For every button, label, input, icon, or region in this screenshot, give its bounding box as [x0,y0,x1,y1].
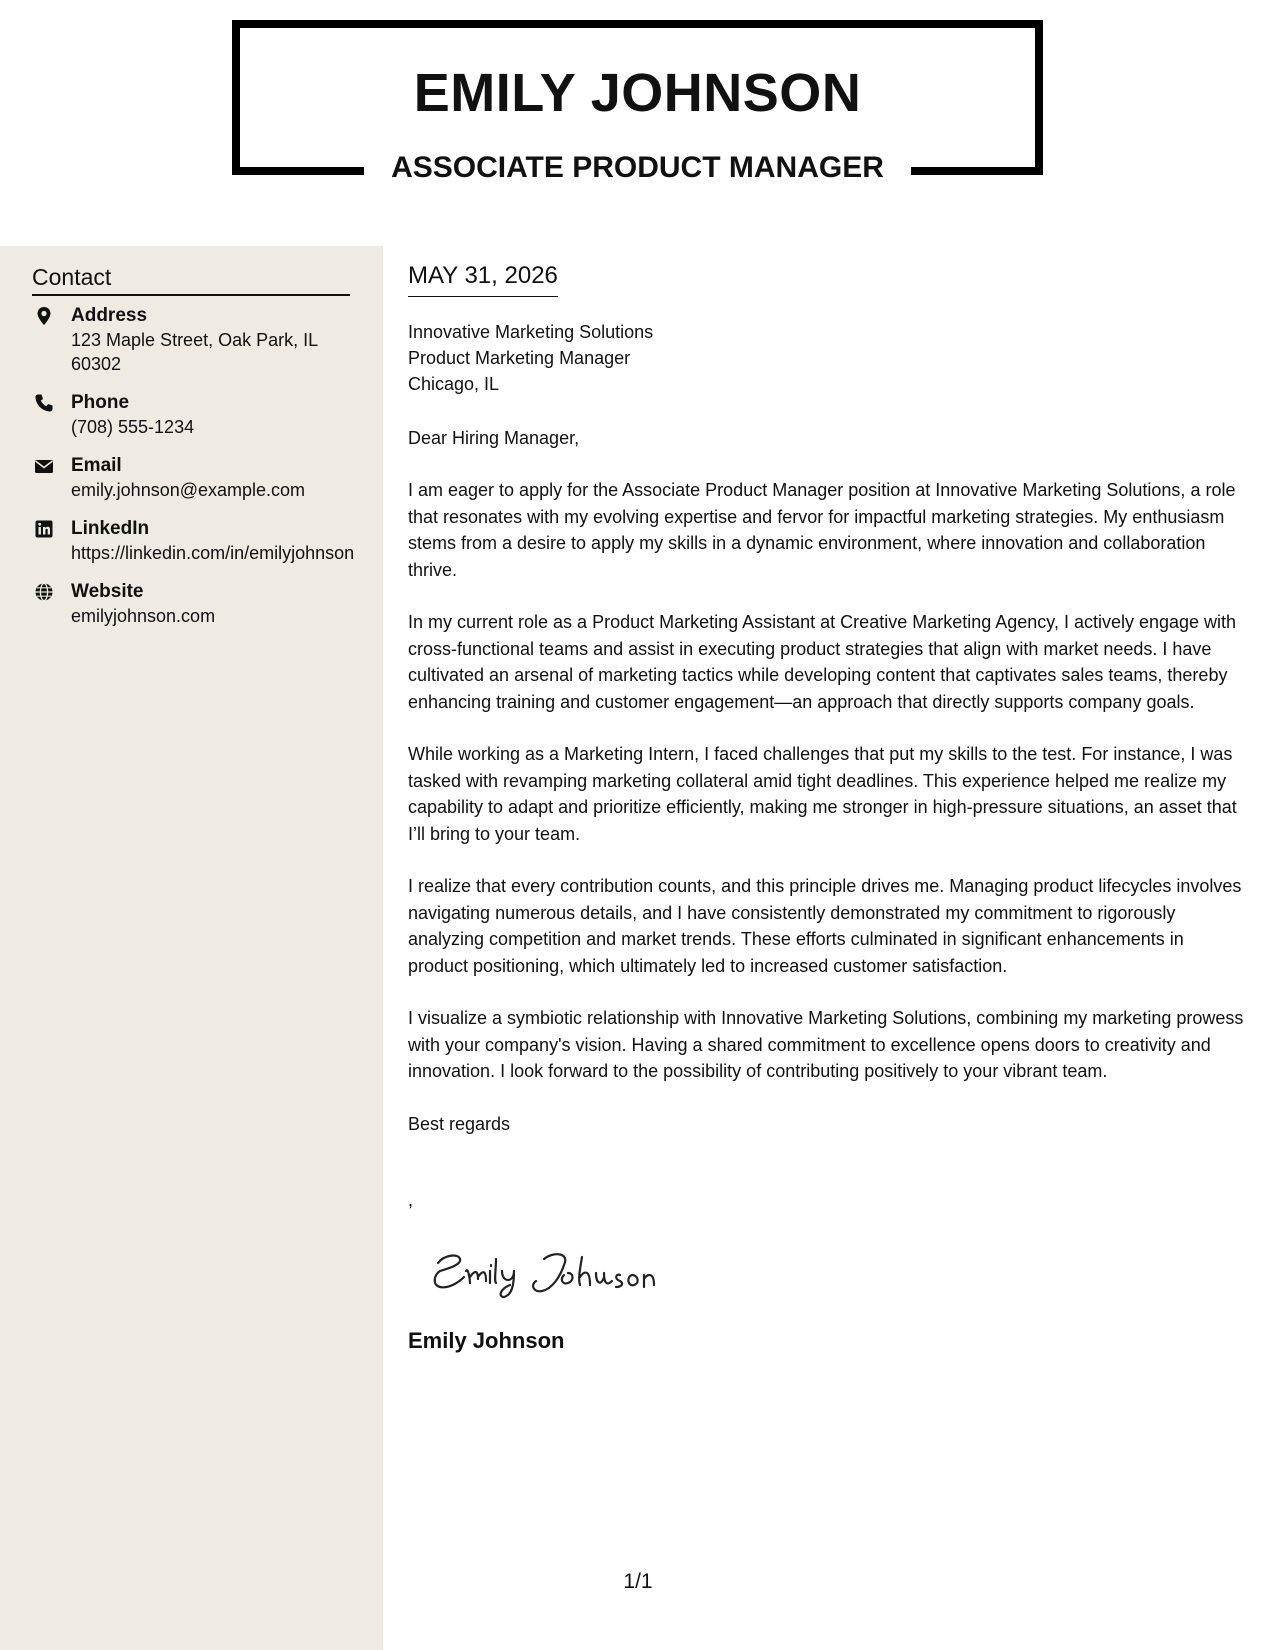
contact-list [32,304,362,643]
body-paragraph: In my current role as a Product Marketing Assistant at Creative Marketing Agency, I actively engage with cross-functional teams and assist in executing product strategies that align with market needs. I have cultivated an arsenal of marketing tactics while developing content that captivates sales teams, thereby enhancing training and customer engagement—an approach that directly supports company goals. [408,612,1237,712]
handwritten-signature [424,1241,664,1301]
contact-phone [32,391,362,439]
contact-label: Address [71,305,148,326]
signer-name: Emily Johnson [408,1327,565,1353]
body-paragraph: While working as a Marketing Intern, I faced challenges that put my skills to the test. For instance, I was tasked with revamping marketing collateral amid tight deadlines. This experience helped me realize my capability to adapt and prioritize efficiently, making me stronger in high-pressure situations, an asset that I’ll bring to your team. [408,744,1237,844]
linkedin-icon [34,519,54,539]
contact-value: emily.johnson@example.com [71,480,306,500]
contact-label: Email [71,455,122,476]
recipient-title: Product Marketing Manager [408,348,631,368]
contact-linkedin [32,517,362,565]
contact-email [32,454,362,502]
phone-icon [34,393,54,413]
job-title: ASSOCIATE PRODUCT MANAGER [391,151,884,184]
letter-body [408,256,1246,1356]
recipient-block [408,319,1246,397]
contact-website [32,580,362,628]
body-paragraph: I visualize a symbiotic relationship with Innovative Marketing Solutions, combining my marketing prowess with your company's vision. Having a shared commitment to excellence opens doors to creativity and innovation. I look forward to the possibility of contributing positively to your vibrant team. [408,1008,1244,1081]
contact-label: Phone [71,392,130,413]
letter-header [0,0,1275,220]
contact-heading: Contact [32,262,350,296]
contact-label: Website [71,581,144,602]
body-paragraph: I am eager to apply for the Associate Product Manager position at Innovative Marketing Solutions, a role that resonates with my evolving expertise and fervor for impactful marketing strategies. My enthusiasm stems from a desire to apply my skills in a dynamic environment, where innovation and collaboration thrive. [408,480,1236,580]
contact-value: (708) 555-1234 [71,417,195,437]
contact-address [32,304,362,376]
contact-label: LinkedIn [71,518,150,539]
contact-sidebar [0,246,383,1650]
globe-icon [34,582,54,602]
page-number: 1/1 [623,1570,653,1593]
closing-comma: , [408,1189,414,1210]
body-paragraph: I realize that every contribution counts, and this principle drives me. Managing product lifecycles involves navigating numerous details, and I have consistently demonstrated my commitment to rigorously analyzing competition and market trends. These efforts culminated in significant enhancements in product positioning, which ultimately led to increased customer satisfaction. [408,876,1242,976]
applicant-name: EMILY JOHNSON [413,63,862,123]
recipient-location: Chicago, IL [408,374,500,394]
contact-value: 123 Maple Street, Oak Park, IL 60302 [71,330,318,374]
greeting: Dear Hiring Manager, [408,428,580,448]
closing: Best regards [408,1113,511,1134]
location-pin-icon [34,306,54,326]
contact-value[interactable]: emilyjohnson.com [71,606,216,626]
recipient-company: Innovative Marketing Solutions [408,322,654,342]
email-icon [34,456,54,476]
contact-value[interactable]: https://linkedin.com/in/emilyjohnson [71,543,355,563]
letter-date: MAY 31, 2026 [408,256,558,297]
